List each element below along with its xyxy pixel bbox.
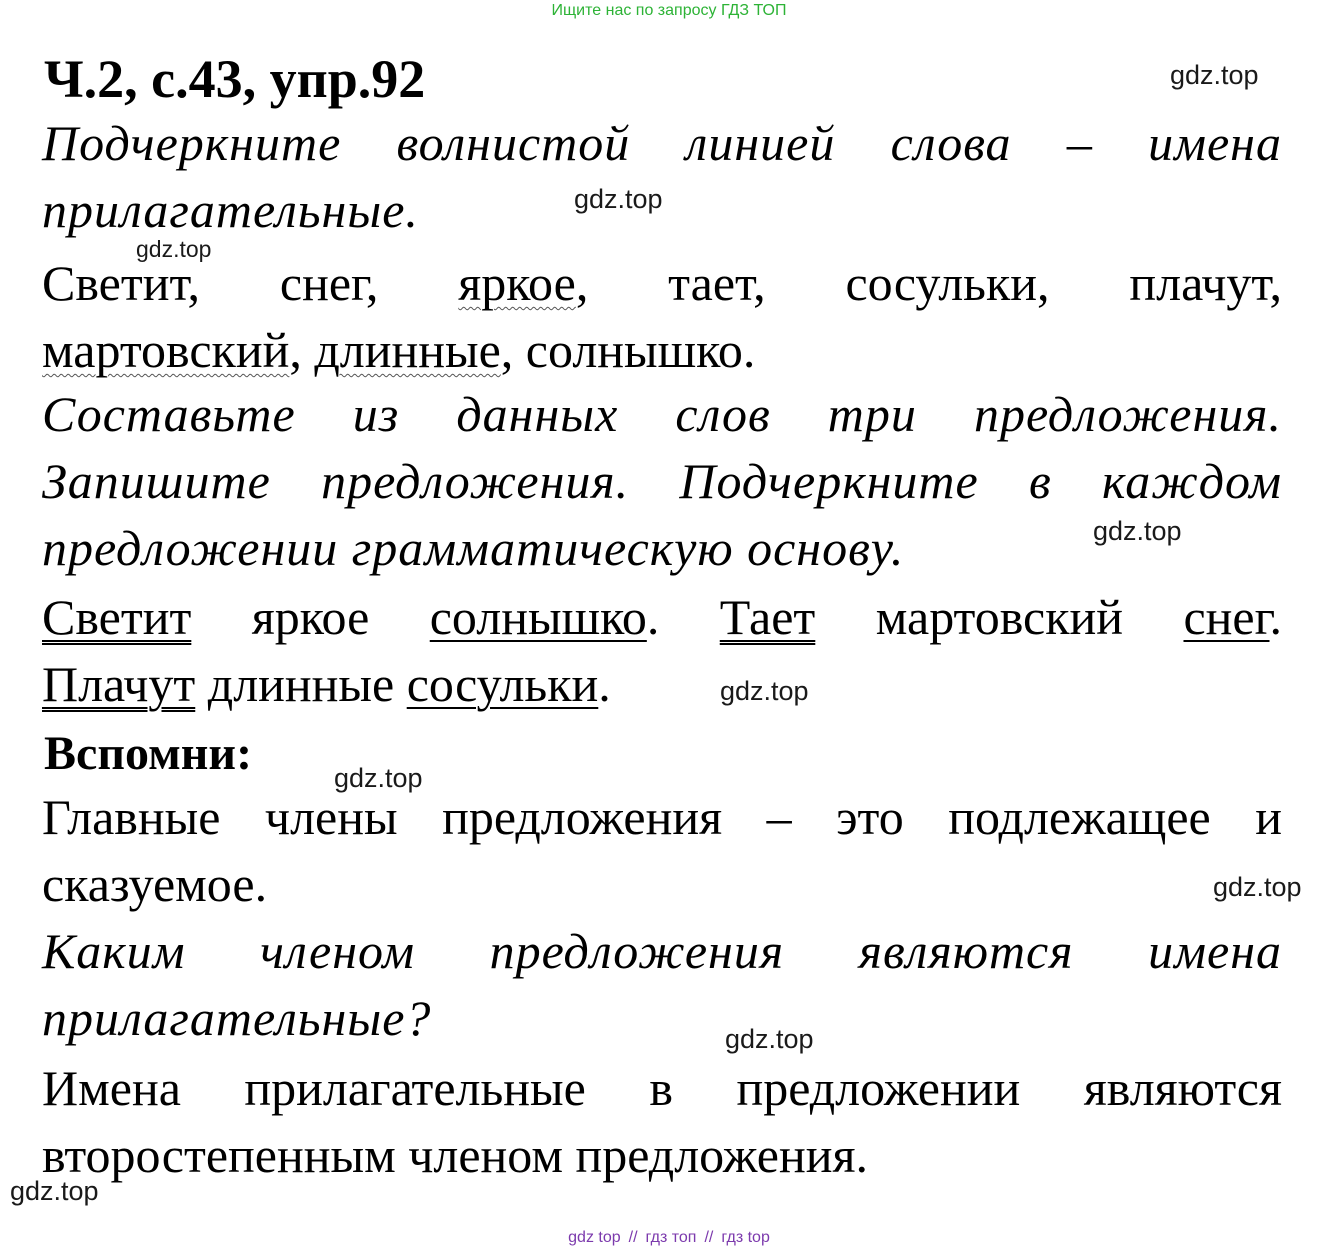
answer-line-2: Плачут длинные сосульки. bbox=[42, 656, 611, 712]
bottom-banner-link[interactable]: гдз топ bbox=[645, 1229, 697, 1246]
word-list-line-1 bbox=[42, 250, 1282, 317]
predicate: Тает bbox=[719, 589, 816, 645]
answer-line-1 bbox=[42, 584, 1282, 651]
exercise-title: Ч.2, с.43, упр.92 bbox=[44, 49, 426, 109]
subject: сосульки bbox=[406, 656, 599, 712]
wavy-underlined-word: длинные bbox=[314, 322, 501, 378]
watermark: gdz.top bbox=[1093, 516, 1182, 546]
word-adjective: яркое, bbox=[458, 255, 589, 311]
remember-text bbox=[42, 784, 1282, 918]
predicate: Плачут bbox=[42, 656, 196, 712]
word: снег, bbox=[279, 255, 379, 311]
task-1-line-1: Подчеркните волнистой линией слова – имена bbox=[42, 115, 1282, 171]
watermark: gdz.top bbox=[574, 184, 663, 214]
watermark: gdz.top bbox=[1170, 60, 1259, 90]
question-line-2: прилагательные? bbox=[42, 990, 432, 1046]
remember-line-1: Главные члены предложения – это подлежащее и bbox=[42, 789, 1282, 845]
adjective: длинные bbox=[207, 656, 395, 712]
task-2-line-1: Составьте из данных слов три предложения. bbox=[42, 386, 1282, 442]
adjective: мартовский bbox=[875, 589, 1124, 645]
word-list bbox=[42, 250, 1282, 384]
bottom-banner-link[interactable]: gdz top bbox=[568, 1229, 621, 1246]
word: Светит, bbox=[42, 255, 201, 311]
watermark: gdz.top bbox=[136, 236, 212, 262]
predicate: Светит bbox=[42, 589, 192, 645]
wavy-underlined-word: яркое bbox=[458, 255, 576, 311]
subject-with-dot: солнышко. bbox=[429, 589, 660, 645]
task-2-line-2: Запишите предложения. Подчеркните в каждом bbox=[42, 453, 1282, 509]
remember-line-2: сказуемое. bbox=[42, 856, 268, 912]
word: плачут, bbox=[1129, 255, 1283, 311]
conclusion-line-2: второстепенным членом предложения. bbox=[42, 1127, 869, 1183]
conclusion-line-1: Имена прилагательные в предложении являются bbox=[42, 1060, 1282, 1116]
task-1-line-2: прилагательные. bbox=[42, 182, 419, 238]
question-line-1: Каким членом предложения являются имена bbox=[42, 923, 1282, 979]
task-2 bbox=[42, 381, 1282, 582]
subject-with-dot: снег. bbox=[1183, 589, 1282, 645]
subject: солнышко bbox=[429, 589, 647, 645]
wavy-underlined-word: мартовский bbox=[42, 322, 290, 378]
task-1 bbox=[42, 110, 1282, 244]
watermark: gdz.top bbox=[720, 676, 809, 706]
remember-heading: Вспомни: bbox=[44, 727, 253, 780]
bottom-banner: gdz top // гдз топ // гдз top bbox=[568, 1229, 770, 1246]
watermark: gdz.top bbox=[334, 763, 423, 793]
word: сосульки, bbox=[845, 255, 1050, 311]
adjective: яркое bbox=[251, 589, 370, 645]
top-banner: Ищите нас по запросу ГДЗ ТОП bbox=[551, 2, 787, 19]
watermark: gdz.top bbox=[10, 1176, 99, 1206]
word-list-line-2: мартовский, длинные, солнышко. bbox=[42, 322, 756, 378]
watermark: gdz.top bbox=[1213, 872, 1302, 902]
word: тает, bbox=[668, 255, 766, 311]
watermark: gdz.top bbox=[725, 1024, 814, 1054]
answer-sentences bbox=[42, 584, 1282, 718]
task-2-line-3: предложении грамматическую основу. bbox=[42, 520, 905, 576]
subject: снег bbox=[1183, 589, 1270, 645]
question bbox=[42, 918, 1282, 1052]
bottom-banner-link[interactable]: гдз top bbox=[721, 1229, 770, 1246]
conclusion bbox=[42, 1055, 1282, 1189]
